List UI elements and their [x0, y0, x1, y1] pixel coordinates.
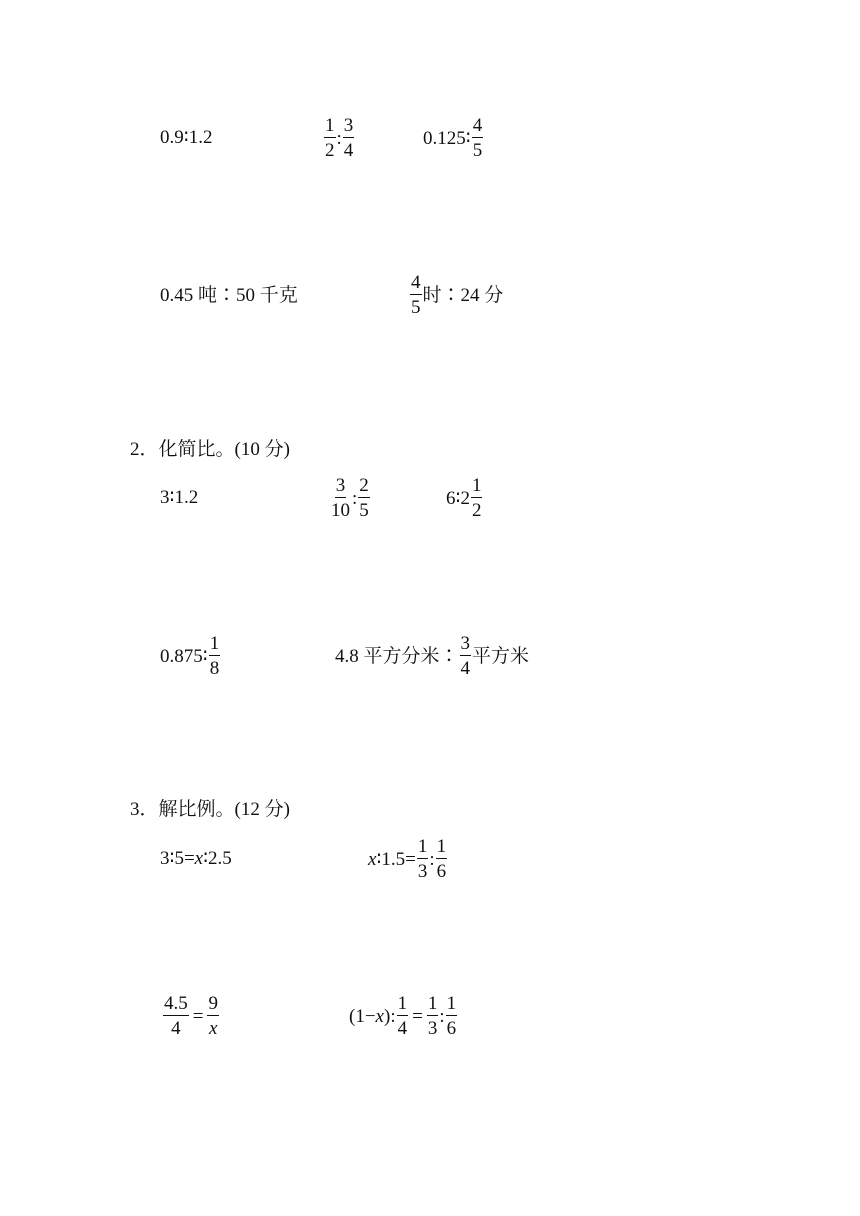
fraction — [209, 634, 221, 678]
ratio-colon: : — [352, 487, 358, 509]
equation-part: ) — [383, 1005, 391, 1027]
proportion-equation-3 — [162, 994, 220, 1038]
variable-x: x — [194, 848, 204, 869]
denominator: 3 — [427, 1018, 438, 1039]
proportion-equation-4 — [349, 994, 458, 1038]
fraction — [471, 476, 483, 520]
fraction — [358, 476, 370, 520]
section-3-heading: 3．解比例。(12 分) — [130, 799, 290, 820]
section-2-heading: 2．化简比。(10 分) — [130, 439, 290, 460]
equation-part: ∶2.5 — [203, 848, 232, 869]
numerator: 1 — [446, 993, 457, 1014]
proportion-equation-1 — [160, 849, 232, 868]
fraction — [343, 116, 355, 160]
denominator: 2 — [325, 140, 335, 161]
fraction — [417, 837, 429, 881]
denominator: 6 — [446, 1018, 457, 1039]
ratio-colon: : — [429, 848, 435, 870]
ratio-prefix: 6∶2 — [446, 487, 470, 509]
proportion-equation-2 — [368, 837, 448, 881]
ratio-3-1.2 — [160, 488, 198, 507]
denominator: 10 — [331, 500, 350, 521]
ratio-colon: : — [390, 1005, 396, 1027]
ratio-text: 0.9∶1.2 — [160, 127, 213, 148]
denominator: 5 — [359, 500, 369, 521]
equals-sign: = — [192, 1005, 204, 1027]
equation-part: ∶1.5= — [376, 848, 416, 870]
fraction — [427, 994, 439, 1038]
numerator: 3 — [460, 633, 471, 654]
denominator: 4 — [343, 140, 354, 161]
denominator: 4 — [397, 1018, 408, 1039]
denominator: 5 — [472, 140, 483, 161]
fraction — [436, 837, 448, 881]
denominator: x — [209, 1018, 218, 1039]
ratio-decimal-0.9-1.2 — [160, 128, 212, 147]
denominator: 2 — [471, 500, 482, 521]
ratio-prefix: 0.125∶ — [423, 127, 471, 149]
fraction — [460, 634, 472, 678]
ratio-hours-minutes — [409, 273, 503, 317]
ratio-area-units — [335, 634, 529, 678]
fraction — [397, 994, 409, 1038]
denominator: 8 — [209, 658, 220, 679]
numerator: 9 — [208, 993, 218, 1014]
numerator: 1 — [436, 836, 447, 857]
fraction — [330, 476, 351, 520]
denominator: 4 — [171, 1018, 181, 1039]
fraction — [410, 273, 422, 317]
numerator: 1 — [427, 993, 438, 1014]
numerator: 4.5 — [164, 993, 188, 1014]
numerator: 1 — [325, 115, 335, 136]
ratio-text: 3∶1.2 — [160, 487, 199, 508]
numerator: 1 — [471, 475, 482, 496]
equation-part: (1− — [349, 1005, 376, 1027]
fraction — [163, 994, 189, 1038]
denominator: 3 — [417, 861, 428, 882]
denominator: 4 — [460, 658, 471, 679]
fraction — [324, 116, 336, 160]
ratio-prefix: 4.8 平方分米∶ — [335, 645, 459, 667]
ratio-6-mixed-2-1/2 — [446, 476, 483, 520]
variable-x: x — [368, 848, 377, 870]
numerator: 2 — [359, 475, 369, 496]
fraction — [446, 994, 458, 1038]
ratio-tons-kilograms — [160, 286, 298, 305]
numerator: 1 — [209, 633, 220, 654]
ratio-suffix: 时∶24 分 — [422, 284, 504, 306]
ratio-fraction-1/2-3/4 — [323, 116, 355, 160]
ratio-suffix: 平方米 — [472, 645, 530, 667]
denominator: 5 — [411, 297, 421, 318]
numerator: 1 — [417, 836, 428, 857]
numerator: 4 — [411, 272, 421, 293]
numerator: 4 — [472, 115, 483, 136]
numerator: 1 — [397, 993, 408, 1014]
equation-part: 3∶5= — [160, 848, 195, 869]
ratio-colon: : — [336, 127, 342, 149]
ratio-3/10-2/5 — [329, 476, 371, 520]
ratio-0.875-1/8 — [160, 634, 221, 678]
denominator: 6 — [436, 861, 447, 882]
ratio-text: 0.45 吨∶50 千克 — [160, 285, 298, 306]
numerator: 3 — [343, 115, 354, 136]
variable-x: x — [375, 1005, 384, 1027]
ratio-colon: : — [439, 1005, 445, 1027]
numerator: 3 — [335, 475, 346, 496]
ratio-0.125-4/5 — [423, 116, 484, 160]
equals-sign: = — [412, 1005, 423, 1027]
fraction — [472, 116, 484, 160]
fraction — [207, 994, 219, 1038]
ratio-prefix: 0.875∶ — [160, 645, 208, 667]
